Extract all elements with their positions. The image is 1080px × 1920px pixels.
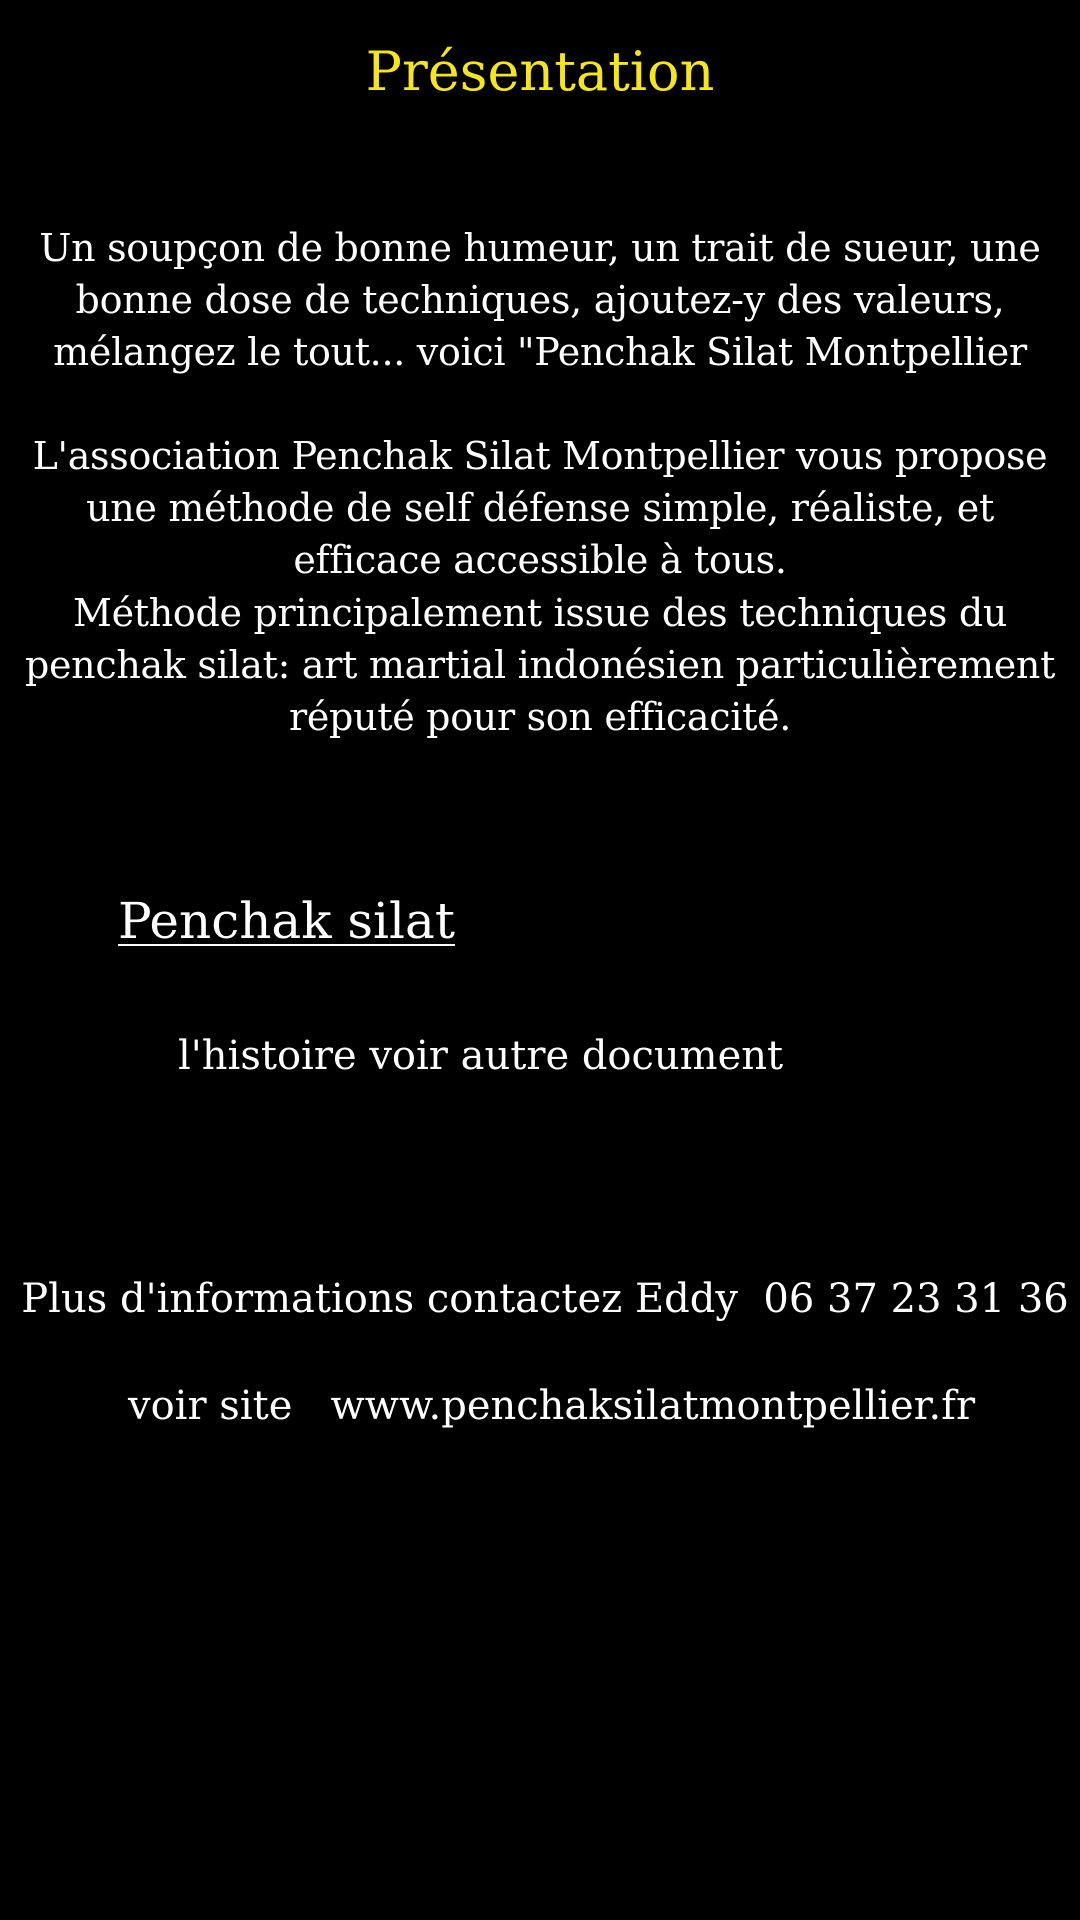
intro-paragraph [10,222,1070,378]
association-line: efficace accessible à tous. [293,538,787,582]
penchak-silat-link[interactable]: Penchak silat [118,892,455,950]
association-paragraph [10,430,1070,586]
association-line: une méthode de self défense simple, réaliste, et [86,486,994,530]
method-line: réputé pour son efficacité. [288,695,792,739]
website-link[interactable]: www.penchaksilatmontpellier.fr [330,1383,976,1429]
website-line [128,1380,975,1432]
intro-line: Un soupçon de bonne humeur, un trait de sueur, une [39,226,1041,270]
intro-line: mélangez le tout... voici "Penchak Silat Montpellier [53,330,1027,374]
contact-info: Plus d'informations contactez Eddy 06 37 23 31 36 [21,1276,1069,1322]
website-label: voir site [128,1383,331,1429]
method-paragraph [10,587,1070,743]
history-text: l'histoire voir autre document [178,1033,784,1079]
association-line: L'association Penchak Silat Montpellier vous propose [32,434,1048,478]
method-line: Méthode principalement issue des techniques du [72,591,1008,635]
intro-line: bonne dose de techniques, ajoutez-y des valeurs, [75,278,1005,322]
method-line: penchak silat: art martial indonésien particulièrement [24,643,1056,687]
page-title: Présentation [365,40,715,103]
